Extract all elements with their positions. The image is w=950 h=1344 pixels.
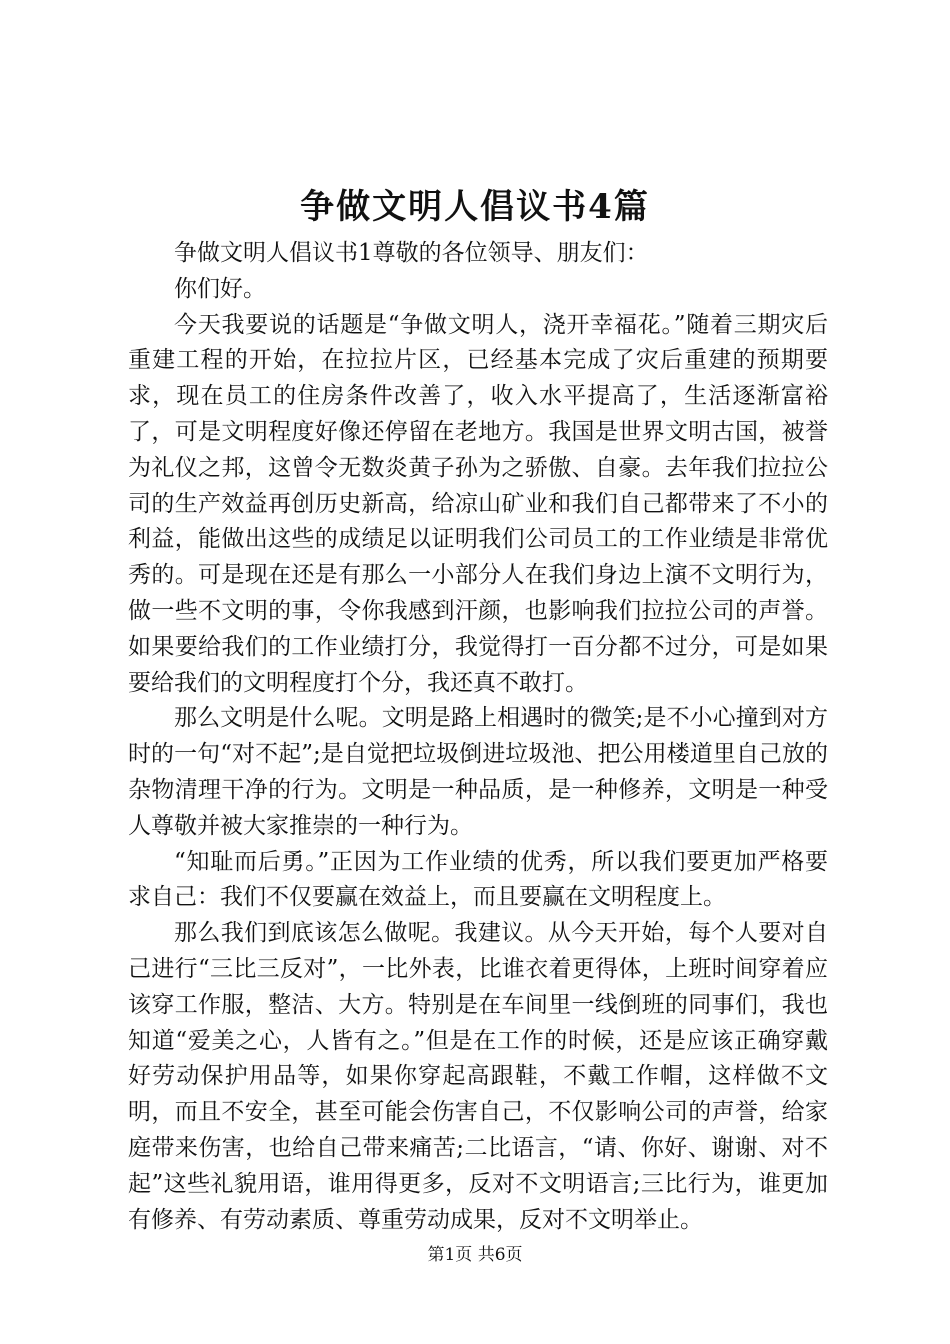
document-title: 争做文明人倡议书4篇	[300, 187, 650, 227]
paragraph: 你们好。	[174, 275, 266, 302]
page-footer: 第1页 共6页	[427, 1245, 523, 1265]
paragraph: 争做文明人倡议书1尊敬的各位领导、朋友们：	[174, 240, 649, 266]
paragraph: “知耻而后勇。”正因为工作业绩的优秀，所以我们要更加严格要求自己：我们不仅要赢在效益上，而且要赢在文明程度上。	[128, 848, 828, 911]
document-body	[128, 236, 828, 1238]
paragraph: 今天我要说的话题是“争做文明人，浇开幸福花。”随着三期灾后重建工程的开始，在拉拉片区，已经基本完成了灾后重建的预期要求，现在员工的住房条件改善了，收入水平提高了，生活逐渐富裕了，可是文明程度好像还停留在老地方。我国是世界文明古国，被誉为礼仪之邦，这曾令无数炎黄子孙为之骄傲、自豪。去年我们拉拉公司的生产效益再创历史新高，给凉山矿业和我们自己都带来了不小的利益，能做出这些的成绩足以证明我们公司员工的工作业绩是非常优秀的。可是现在还是有那么一小部分人在我们身边上演不文明行为，做一些不文明的事，令你我感到汗颜，也影响我们拉拉公司的声誉。如果要给我们的工作业绩打分，我觉得打一百分都不过分，可是如果要给我们的文明程度打个分，我还真不敢打。	[128, 311, 828, 696]
paragraph: 那么文明是什么呢。文明是路上相遇时的微笑;是不小心撞到对方时的一句“对不起”;是自觉把垃圾倒进垃圾池、把公用楼道里自己放的杂物清理干净的行为。文明是一种品质，是一种修养，文明是一种受人尊敬并被大家推崇的一种行为。	[128, 705, 828, 839]
paragraph: 那么我们到底该怎么做呢。我建议。从今天开始，每个人要对自己进行“三比三反对”，一比外表，比谁衣着更得体，上班时间穿着应该穿工作服，整洁、大方。特别是在车间里一线倒班的同事们，我也知道“爱美之心，人皆有之。”但是在工作的时候，还是应该正确穿戴好劳动保护用品等，如果你穿起高跟鞋，不戴工作帽，这样做不文明，而且不安全，甚至可能会伤害自己，不仅影响公司的声誉，给家庭带来伤害，也给自己带来痛苦;二比语言，“请、你好、谢谢、对不起”这些礼貌用语，谁用得更多，反对不文明语言;三比行为，谁更加有修养、有劳动素质、尊重劳动成果，反对不文明举止。	[128, 920, 828, 1233]
